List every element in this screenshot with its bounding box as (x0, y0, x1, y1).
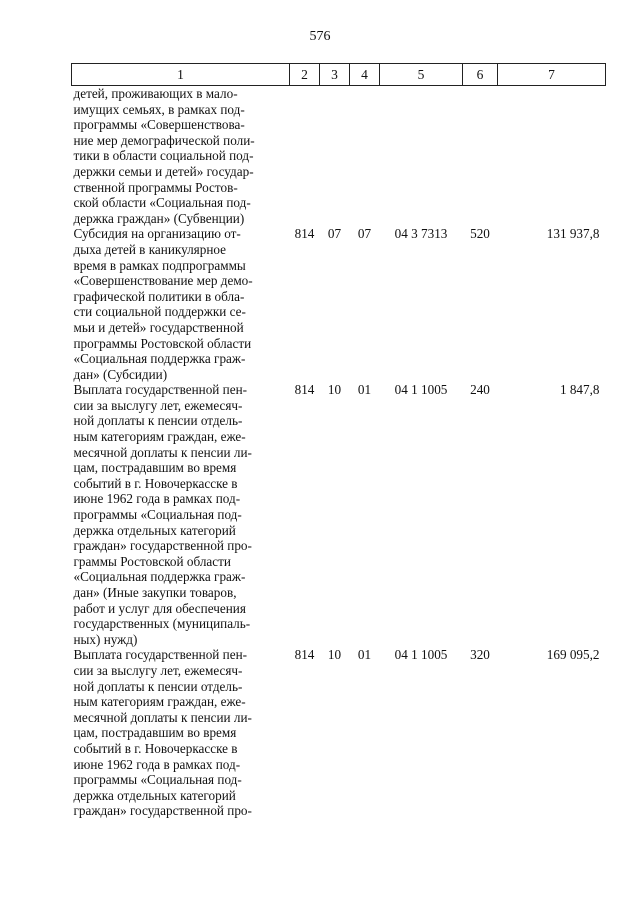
expense-type-code: 520 (470, 226, 490, 242)
ministry-code: 814 (294, 382, 315, 398)
expense-type-code: 320 (470, 647, 490, 663)
expense-type-code: 240 (470, 382, 490, 398)
column-header: 5 (380, 64, 463, 86)
amount (498, 86, 606, 227)
ministry-code (290, 86, 320, 227)
page-number: 576 (309, 29, 331, 44)
row-description: детей, проживающих в мало- имущих семьях, в рамках под- программы «Совершенствова- ние мер демографической поли- тики в области социальной под- держки семьи и детей» государ- ственной программы Ростов- ской области «Социальная под- держка граждан» (Субвенции) (73, 86, 255, 226)
column-header: 4 (350, 64, 380, 86)
column-header: 7 (498, 64, 606, 86)
amount: 169 095,2 (546, 647, 600, 663)
subsection-code (350, 86, 380, 227)
row-description: Выплата государственной пен- сии за выслугу лет, ежемесяч- ной доплаты к пенсии отдель- ным категориям граждан, еже- месячной доплаты к пенсии ли- цам, пострадавшим во время событий в г. Новочеркасске в июне 1962 года в рамках под- программы «Социальная под- держка отдельных категорий граждан» государственной про- (73, 647, 252, 819)
expense-type-code (463, 86, 498, 227)
target-article-code: 04 3 7313 (394, 226, 448, 242)
amount: 131 937,8 (546, 226, 600, 242)
target-article-code: 04 1 1005 (394, 647, 448, 663)
table-row (72, 226, 606, 382)
budget-table (71, 63, 606, 819)
target-article-code (380, 86, 463, 227)
subsection-code: 01 (357, 382, 372, 398)
subsection-code: 01 (357, 647, 372, 663)
subsection-code: 07 (357, 226, 372, 242)
section-code (320, 86, 350, 227)
amount: 1 847,8 (559, 382, 600, 398)
ministry-code: 814 (294, 647, 315, 663)
table-row (72, 382, 606, 647)
row-description: Субсидия на организацию от- дыха детей в каникулярное время в рамках подпрограммы «Совершенствование мер демо- графической политики в обла- сти социальной поддержки се- мьи и детей» государственной программы Ростовской области «Социальная поддержка граж- дан» (Субсидии) (73, 226, 253, 382)
column-header: 6 (463, 64, 498, 86)
target-article-code: 04 1 1005 (394, 382, 448, 398)
section-code: 10 (327, 647, 342, 663)
row-description: Выплата государственной пен- сии за выслугу лет, ежемесяч- ной доплаты к пенсии отдель- ным категориям граждан, еже- месячной доплаты к пенсии ли- цам, пострадавшим во время событий в г. Новочеркасске в июне 1962 года в рамках под- программы «Социальная под- держка отдельных категорий граждан» государственной про- граммы Ростовской области «Социальная поддержка граж- дан» (Иные закупки товаров, работ и услуг для обеспечения государственных (муниципаль- ных) нужд) (73, 382, 252, 647)
section-code: 10 (327, 382, 342, 398)
table-row (72, 647, 606, 819)
table-row (72, 86, 606, 227)
column-header: 2 (290, 64, 320, 86)
ministry-code: 814 (294, 226, 315, 242)
column-header: 3 (320, 64, 350, 86)
section-code: 07 (327, 226, 342, 242)
column-header: 1 (72, 64, 290, 86)
table-header-row (72, 64, 606, 86)
